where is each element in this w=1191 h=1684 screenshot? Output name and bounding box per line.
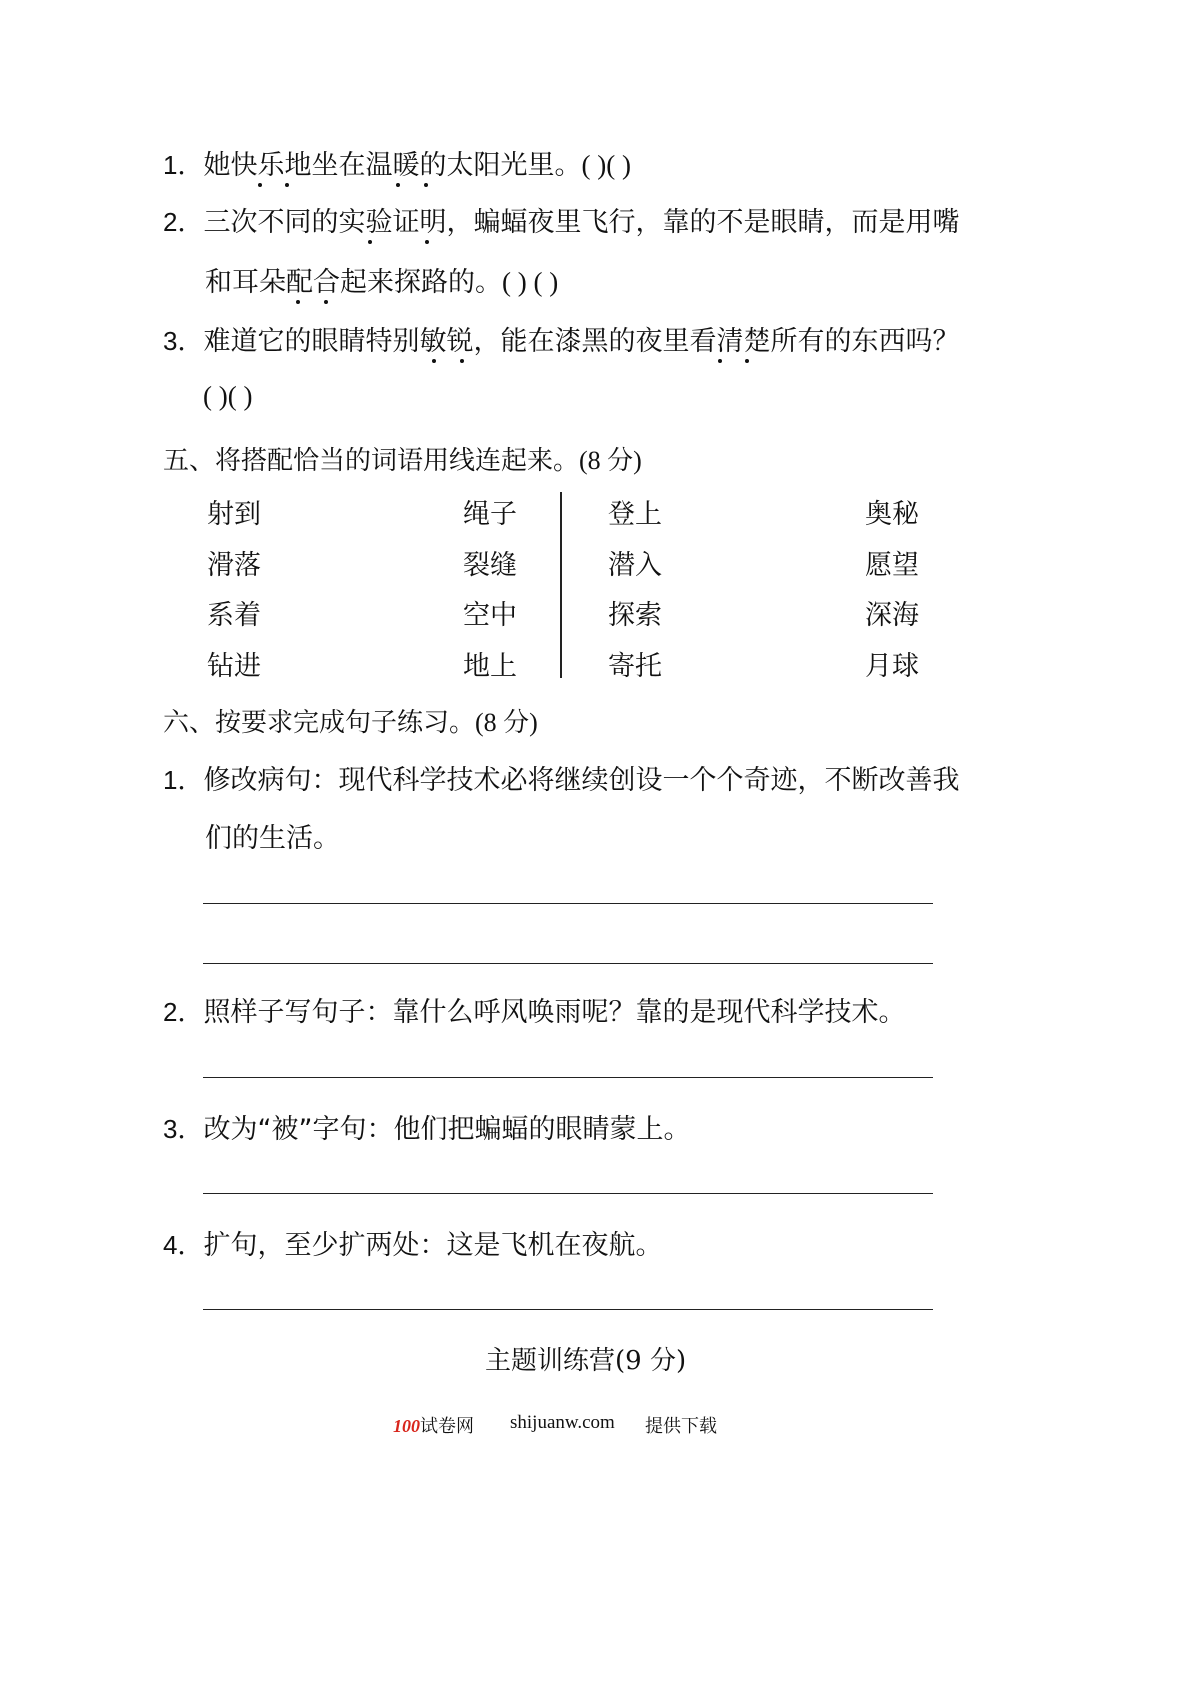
question-2-line1: 2．三次不同的实验证明，蝙蝠夜里飞行，靠的不是眼睛，而是用嘴 <box>163 207 960 238</box>
answer-line[interactable] <box>203 1077 933 1078</box>
footer-site-link[interactable]: shijuanw.com <box>510 1412 615 1433</box>
emphasis-dot <box>285 183 289 187</box>
sentence-q2: 2．照样子写句子：靠什么呼风唤雨呢？靠的是现代科学技术。 <box>163 997 906 1028</box>
answer-line[interactable] <box>203 903 933 904</box>
sentence-q1-line1: 1．修改病句：现代科学技术必将继续创设一个个奇迹，不断改善我 <box>163 765 960 796</box>
emphasis-dot <box>425 240 429 244</box>
sentence-q4: 4．扩句，至少扩两处：这是飞机在夜航。 <box>163 1230 663 1261</box>
emphasis-dot <box>368 240 372 244</box>
match-word: 潜入 <box>608 550 662 581</box>
emphasis-dot <box>296 300 300 304</box>
sentence-q3: 3．改为“被”字句：他们把蝙蝠的眼睛蒙上。 <box>163 1114 691 1145</box>
match-word: 绳子 <box>463 499 517 530</box>
match-word: 奥秘 <box>865 499 919 530</box>
footer <box>393 1412 474 1438</box>
match-word: 钻进 <box>207 651 261 682</box>
match-word: 寄托 <box>608 651 662 682</box>
sentence-q1-line2: 们的生活。 <box>205 823 340 854</box>
emphasis-dot <box>432 359 436 363</box>
emphasis-dot <box>424 183 428 187</box>
emphasis-dot <box>745 359 749 363</box>
emphasis-dot <box>258 183 262 187</box>
match-word: 深海 <box>865 600 919 631</box>
question-2-line2: 和耳朵配合起来探路的。( ) ( ) <box>205 267 559 298</box>
emphasis-dot <box>396 183 400 187</box>
match-word: 系着 <box>207 600 261 631</box>
match-word: 探索 <box>608 600 662 631</box>
question-3-blanks: ( )( ) <box>203 381 253 411</box>
footer-download-text: 提供下载 <box>645 1416 717 1437</box>
site-logo: 100 <box>393 1416 420 1436</box>
emphasis-dot <box>718 359 722 363</box>
match-word: 裂缝 <box>463 550 517 581</box>
section-6-heading: 六、按要求完成句子练习。(8 分) <box>163 708 538 738</box>
site-logo-text: 试卷网 <box>420 1416 474 1437</box>
match-word: 愿望 <box>865 550 919 581</box>
answer-line[interactable] <box>203 1193 933 1194</box>
answer-line[interactable] <box>203 1309 933 1310</box>
emphasis-dot <box>324 300 328 304</box>
section-title: 主题训练营(9 分) <box>485 1346 687 1376</box>
match-word: 地上 <box>463 651 517 682</box>
answer-line[interactable] <box>203 963 933 964</box>
match-word: 滑落 <box>207 550 261 581</box>
emphasis-dot <box>460 359 464 363</box>
section-5-heading: 五、将搭配恰当的词语用线连起来。(8 分) <box>163 446 642 476</box>
question-1: 1．她快乐地坐在温暖的太阳光里。( )( ) <box>163 150 631 181</box>
question-3: 3．难道它的眼睛特别敏锐，能在漆黑的夜里看清楚所有的东西吗？ <box>163 326 960 357</box>
match-word: 空中 <box>463 600 517 631</box>
match-word: 月球 <box>865 651 919 682</box>
match-word: 射到 <box>207 499 261 530</box>
match-word: 登上 <box>608 499 662 530</box>
column-divider <box>560 492 562 678</box>
